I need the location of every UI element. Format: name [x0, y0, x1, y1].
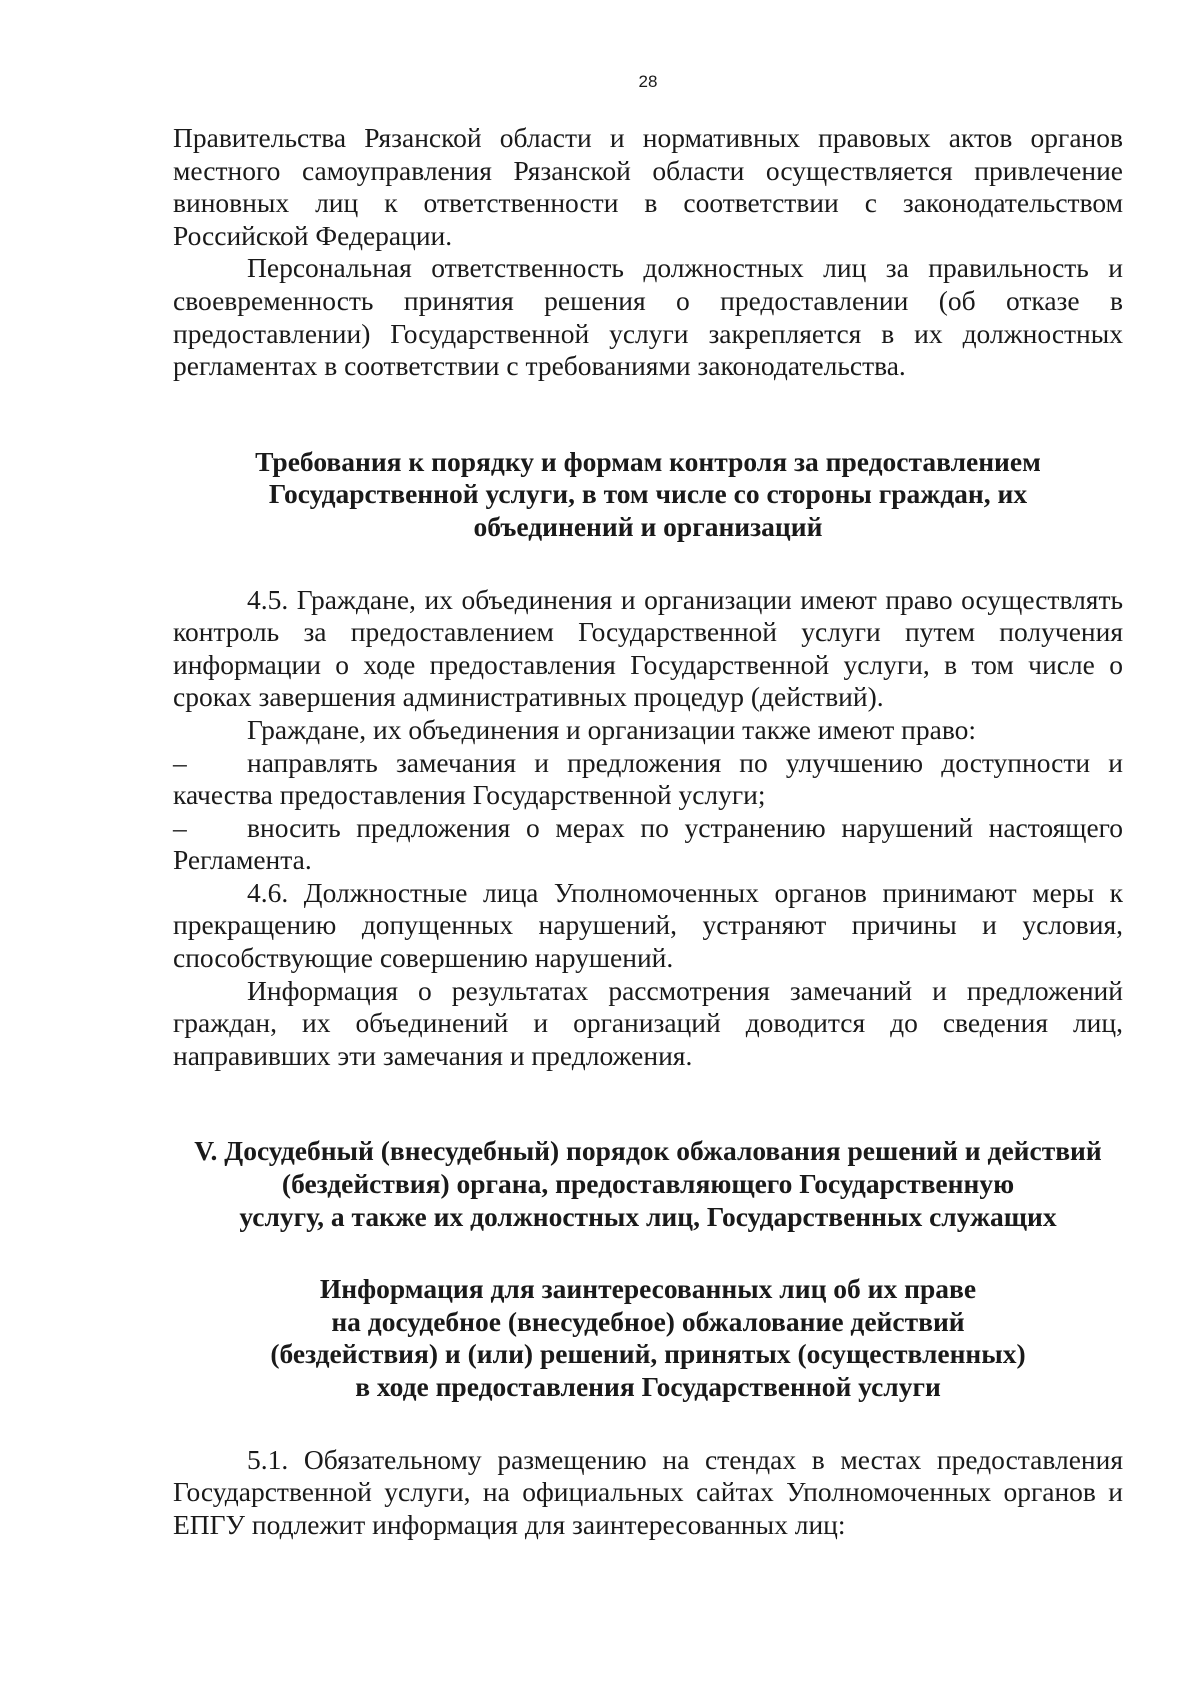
paragraph-5-1: 5.1. Обязательному размещению на стендах в местах предоставления Государственной услуги, на официальных сайтах Уполномоченных органов и ЕПГУ подлежит информация для заинтересованных лиц:	[173, 1443, 1123, 1540]
list-item-text: вносить предложения о мерах по устранению нарушений настоящего Регламента.	[173, 811, 1123, 876]
heading-line: (бездействия) и (или) решений, принятых (осуществленных)	[270, 1338, 1026, 1370]
page-number: 28	[638, 72, 658, 91]
heading-line: на досудебное (внесудебное) обжалование действий	[331, 1305, 965, 1337]
heading-section-v	[173, 1135, 1123, 1233]
list-item-proposals	[173, 812, 1123, 877]
paragraph-4-6: 4.6. Должностные лица Уполномоченных органов принимают меры к прекращению допущенных нарушений, устраняют причины и условия, способствующие совершению нарушений.	[173, 876, 1123, 974]
paragraph-liability: Правительства Рязанской области и нормативных правовых актов органов местного самоуправления Рязанской области осуществляется привлечение виновных лиц к ответственности в соответствии с законодательством Российской Федерации.	[173, 122, 1123, 251]
heading-information-rights	[173, 1273, 1123, 1403]
heading-line: (бездействия) органа, предоставляющего Государственную	[281, 1168, 1015, 1200]
paragraph-4-5: 4.5. Граждане, их объединения и организации имеют право осуществлять контроль за предоставлением Государственной услуги путем получения информации о ходе предоставления Государственной услуги, в том числе о сроках завершения административных процедур (действий).	[173, 583, 1123, 713]
dash-marker: –	[173, 811, 187, 843]
list-item-text: направлять замечания и предложения по улучшению доступности и качества предоставления Государственной услуги;	[173, 746, 1123, 811]
paragraph-information: Информация о результатах рассмотрения замечаний и предложений граждан, их объединений и организаций доводится до сведения лиц, направивших эти замечания и предложения.	[173, 974, 1123, 1071]
heading-line: V. Досудебный (внесудебный) порядок обжалования решений и действий	[194, 1135, 1102, 1167]
document-page	[173, 70, 1123, 1541]
heading-line: в ходе предоставления Государственной услуги	[355, 1371, 941, 1402]
dash-marker: –	[173, 746, 187, 778]
heading-line: услугу, а также их должностных лиц, Государственных служащих	[239, 1200, 1057, 1232]
heading-control-requirements	[173, 446, 1123, 544]
heading-line: Требования к порядку и формам контроля за предоставлением	[255, 445, 1041, 477]
list-item-remarks	[173, 747, 1123, 812]
heading-line: Информация для заинтересованных лиц об их праве	[319, 1273, 977, 1305]
heading-line: Государственной услуги, в том числе со стороны граждан, их	[268, 478, 1028, 510]
heading-line: объединений и организаций	[473, 510, 823, 542]
paragraph-rights: Граждане, их объединения и организации также имеют право:	[247, 713, 977, 745]
paragraph-personal-responsibility: Персональная ответственность должностных лиц за правильность и своевременность принятия решения о предоставлении (об отказе в предоставлении) Государственной услуги закрепляется в их должностных регламентах в соответствии с требованиями законодательства.	[173, 252, 1123, 382]
